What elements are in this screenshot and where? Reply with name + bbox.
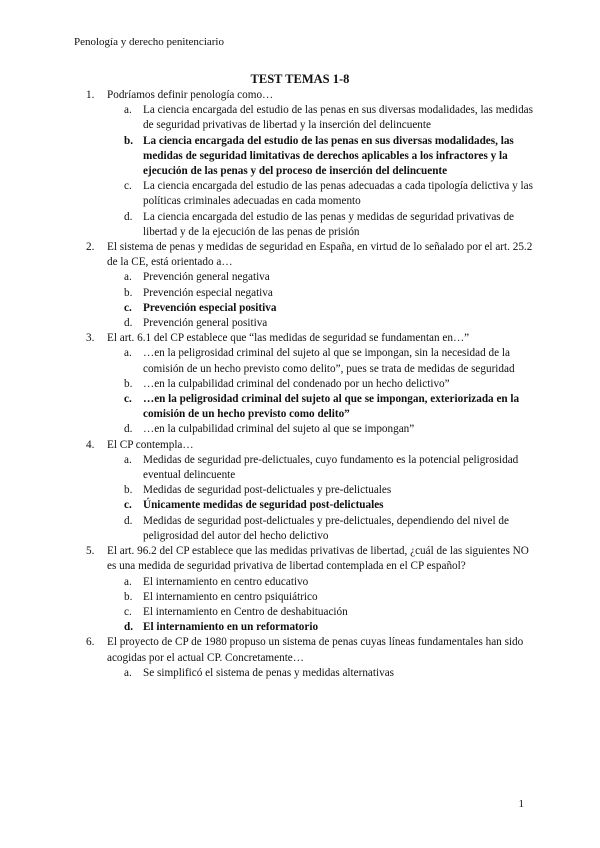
- question-text: El art. 6.1 del CP establece que “las medidas de seguridad se fundamentan en…”: [107, 332, 470, 345]
- option-d: [124, 422, 534, 437]
- option-letter: c.: [124, 605, 132, 618]
- option-b-correct: [124, 134, 534, 180]
- option-letter: d.: [124, 621, 134, 634]
- question-text: El proyecto de CP de 1980 propuso un sistema de penas cuyas líneas fundamentales han sido acogidas por el actual CP. Concretamente…: [107, 636, 524, 664]
- option-text: Prevención especial negativa: [143, 286, 273, 299]
- option-text: La ciencia encargada del estudio de las penas en sus diversas modalidades, las medidas de seguridad limitativas de derechos aplicables a los infractores y la ejecución de las penas y del proceso de inserción del delincuente: [143, 134, 514, 178]
- option-letter: c.: [124, 393, 132, 406]
- question-number: 2.: [86, 241, 95, 254]
- option-letter: a.: [124, 347, 132, 360]
- option-letter: a.: [124, 666, 132, 679]
- option-letter: b.: [124, 590, 133, 603]
- question-number: 6.: [86, 636, 95, 649]
- option-c-correct: [124, 392, 534, 422]
- option-text: La ciencia encargada del estudio de las penas y medidas de seguridad privativas de libertad y de la ejecución de las penas de prisión: [143, 210, 515, 238]
- option-a: [124, 270, 534, 285]
- question-number: 5.: [86, 545, 95, 558]
- question-3: [86, 331, 534, 437]
- question-6: [86, 635, 534, 681]
- option-letter: b.: [124, 377, 133, 390]
- option-text: Prevención general negativa: [143, 271, 270, 284]
- option-c-correct: [124, 301, 534, 316]
- option-a: [124, 666, 534, 681]
- option-text: …en la peligrosidad criminal del sujeto al que se impongan, sin la necesidad de la comisión de un hecho previsto como delito”, pues se trata de medidas de seguridad: [143, 347, 515, 375]
- question-number: 3.: [86, 332, 95, 345]
- option-a: [124, 575, 534, 590]
- option-text: Medidas de seguridad post-delictuales y pre-delictuales: [143, 484, 392, 497]
- option-letter: d.: [124, 423, 133, 436]
- question-text: El CP contempla…: [107, 438, 194, 451]
- option-letter: a.: [124, 575, 132, 588]
- option-list: [107, 666, 534, 681]
- question-number: 1.: [86, 89, 95, 101]
- option-letter: c.: [124, 301, 132, 314]
- option-b: [124, 590, 534, 605]
- option-text: La ciencia encargada del estudio de las penas adecuadas a cada tipología delictiva y las políticas criminales adecuadas en cada momento: [143, 180, 533, 208]
- option-text: Se simplificó el sistema de penas y medidas alternativas: [143, 666, 395, 679]
- option-list: [107, 346, 534, 437]
- option-letter: d.: [124, 317, 133, 330]
- option-text: Medidas de seguridad post-delictuales y pre-delictuales, dependiendo del nivel de peligrosidad del autor del hecho delictivo: [143, 514, 509, 542]
- option-letter: a.: [124, 104, 132, 117]
- option-c: [124, 179, 534, 209]
- option-c-correct: [124, 498, 534, 513]
- page-number: 1: [518, 798, 524, 810]
- option-list: [107, 103, 534, 240]
- option-a: [124, 103, 534, 133]
- question-text: El sistema de penas y medidas de seguridad en España, en virtud de lo señalado por el art. 25.2 de la CE, está orientado a…: [107, 241, 533, 269]
- option-text: …en la culpabilidad criminal del sujeto al que se impongan”: [143, 423, 415, 436]
- question-text: El art. 96.2 del CP establece que las medidas privativas de libertad, ¿cuál de las siguientes NO es una medida de seguridad privativa de libertad contemplada en el CP español?: [107, 545, 529, 573]
- question-text: Podríamos definir penología como…: [107, 89, 274, 101]
- option-text: La ciencia encargada del estudio de las penas en sus diversas modalidades, las medidas de seguridad privativas de libertad y la inserción del delincuente: [143, 104, 533, 132]
- option-letter: d.: [124, 514, 133, 527]
- option-text: El internamiento en Centro de deshabituación: [143, 605, 348, 618]
- option-c: [124, 605, 534, 620]
- option-text: …en la culpabilidad criminal del condenado por un hecho delictivo”: [143, 377, 450, 390]
- option-letter: b.: [124, 286, 133, 299]
- option-a: [124, 346, 534, 376]
- option-letter: b.: [124, 484, 133, 497]
- option-list: [107, 453, 534, 544]
- option-a: [124, 453, 534, 483]
- question-1: [86, 88, 534, 240]
- option-letter: b.: [124, 134, 134, 147]
- option-text: Prevención especial positiva: [143, 301, 277, 314]
- option-list: [107, 575, 534, 636]
- option-letter: c.: [124, 180, 132, 193]
- option-text: …en la peligrosidad criminal del sujeto al que se impongan, exteriorizada en la comisión de un hecho previsto como delito”: [143, 393, 520, 421]
- option-letter: a.: [124, 453, 132, 466]
- option-text: El internamiento en centro educativo: [143, 575, 309, 588]
- option-letter: d.: [124, 210, 133, 223]
- option-text: El internamiento en un reformatorio: [143, 621, 319, 634]
- question-4: [86, 438, 534, 544]
- question-number: 4.: [86, 438, 95, 451]
- option-letter: c.: [124, 499, 132, 512]
- question-list: [86, 88, 534, 681]
- option-d: [124, 316, 534, 331]
- option-text: El internamiento en centro psiquiátrico: [143, 590, 318, 603]
- option-letter: a.: [124, 271, 132, 284]
- page-title: TEST TEMAS 1-8: [250, 72, 350, 86]
- running-header: Penología y derecho penitenciario: [74, 36, 224, 48]
- option-b: [124, 286, 534, 301]
- option-b: [124, 377, 534, 392]
- option-d: [124, 210, 534, 240]
- option-b: [124, 483, 534, 498]
- option-d-correct: [124, 620, 534, 635]
- option-text: Prevención general positiva: [143, 317, 268, 330]
- option-text: Únicamente medidas de seguridad post-delictuales: [143, 499, 384, 512]
- question-5: [86, 544, 534, 635]
- option-list: [107, 270, 534, 331]
- option-text: Medidas de seguridad pre-delictuales, cuyo fundamento es la potencial peligrosidad eventual delincuente: [143, 453, 519, 482]
- question-2: [86, 240, 534, 331]
- option-d: [124, 514, 534, 544]
